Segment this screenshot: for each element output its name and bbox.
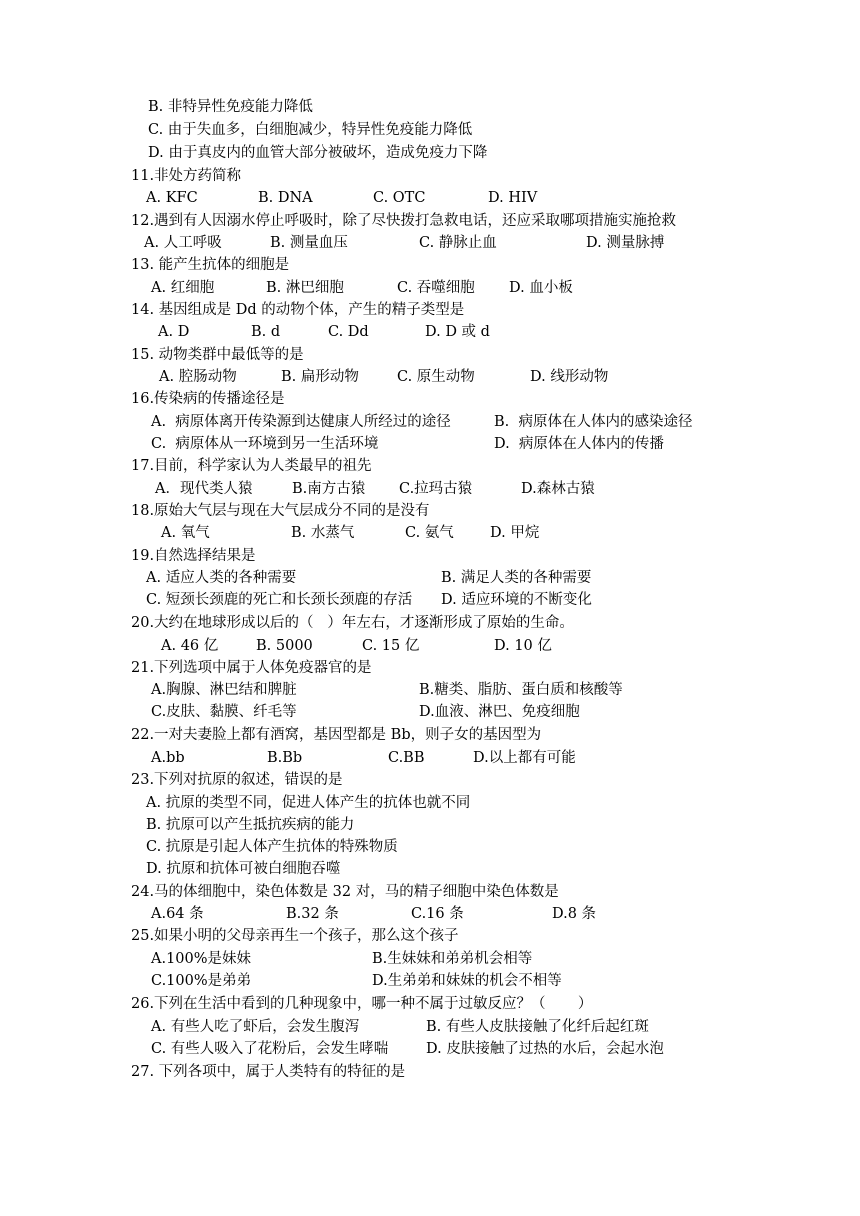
text-line: D.以上都有可能 xyxy=(473,750,576,766)
text-line: D. 抗原和抗体可被白细胞吞噬 xyxy=(146,861,341,877)
text-line: D.生弟弟和妹妹的机会不相等 xyxy=(372,973,562,989)
text-line: C. 原生动物 xyxy=(397,369,475,385)
text-line: B. DNA xyxy=(258,190,313,206)
text-line: B. 抗原可以产生抵抗疾病的能力 xyxy=(146,817,355,833)
text-line: B. 病原体在人体内的感染途径 xyxy=(494,414,693,430)
text-line: A. D xyxy=(158,324,190,340)
text-line: 13. 能产生抗体的细胞是 xyxy=(131,257,290,273)
text-line: C. 病原体从一环境到另一生活环境 xyxy=(151,436,379,452)
text-line: A.bb xyxy=(151,750,185,766)
text-line: C. Dd xyxy=(328,324,369,340)
text-line: C. OTC xyxy=(373,190,426,206)
text-line: C. 抗原是引起人体产生抗体的特殊物质 xyxy=(146,839,398,855)
text-line: B. 5000 xyxy=(256,638,313,654)
text-line: A. 病原体离开传染源到达健康人所经过的途径 xyxy=(151,414,451,430)
text-line: A. 腔肠动物 xyxy=(159,369,237,385)
text-line: 27. 下列各项中，属于人类特有的特征的是 xyxy=(131,1064,406,1080)
text-line: A.64 条 xyxy=(151,906,204,922)
text-line: A. 红细胞 xyxy=(151,280,215,296)
text-line: 17.目前，科学家认为人类最早的祖先 xyxy=(131,458,372,474)
text-line: 22.一对夫妻脸上都有酒窝，基因型都是 Bb，则子女的基因型为 xyxy=(131,727,542,743)
text-line: D. 血小板 xyxy=(509,280,573,296)
text-line: D. 由于真皮内的血管大部分被破坏，造成免疫力下降 xyxy=(148,145,488,161)
text-line: B.32 条 xyxy=(286,906,339,922)
text-line: D. 适应环境的不断变化 xyxy=(441,592,592,608)
text-line: 25.如果小明的父母亲再生一个孩子，那么这个孩子 xyxy=(131,928,459,944)
text-line: C.100%是弟弟 xyxy=(151,973,252,989)
text-line: A.胸腺、淋巴结和脾脏 xyxy=(151,682,297,698)
text-line: B. 淋巴细胞 xyxy=(266,280,344,296)
text-line: B. 非特异性免疫能力降低 xyxy=(148,99,313,115)
text-line: B.南方古猿 xyxy=(292,481,366,497)
text-line: B.Bb xyxy=(267,750,303,766)
text-line: 19.自然选择结果是 xyxy=(131,548,256,564)
text-line: D.血液、淋巴、免疫细胞 xyxy=(419,704,580,720)
text-line: 23.下列对抗原的叙述，错误的是 xyxy=(131,772,343,788)
text-line: 16.传染病的传播途径是 xyxy=(131,391,285,407)
text-line: 15. 动物类群中最低等的是 xyxy=(131,347,304,363)
text-line: C.16 条 xyxy=(411,906,464,922)
text-line: A. 抗原的类型不同，促进人体产生的抗体也就不同 xyxy=(146,795,471,811)
text-line: A. 适应人类的各种需要 xyxy=(146,570,297,586)
text-line: B. 有些人皮肤接触了化纤后起红斑 xyxy=(426,1019,649,1035)
text-line: A. 氧气 xyxy=(161,525,210,541)
text-line: D. HIV xyxy=(488,190,538,206)
text-line: B.糖类、脂肪、蛋白质和核酸等 xyxy=(419,682,623,698)
text-line: B. 测量血压 xyxy=(270,235,348,251)
text-line: 18.原始大气层与现在大气层成分不同的是没有 xyxy=(131,503,430,519)
text-line: A. 有些人吃了虾后，会发生腹泻 xyxy=(151,1019,360,1035)
text-line: C. 短颈长颈鹿的死亡和长颈长颈鹿的存活 xyxy=(146,592,413,608)
text-line: 11.非处方药简称 xyxy=(131,168,242,184)
text-line: B. d xyxy=(251,324,281,340)
text-line: C. 静脉止血 xyxy=(419,235,497,251)
text-line: C.皮肤、黏膜、纤毛等 xyxy=(151,704,297,720)
text-line: 26.下列在生活中看到的几种现象中，哪一种不属于过敏反应？（ ） xyxy=(131,996,593,1012)
text-line: C. 由于失血多，白细胞减少，特异性免疫能力降低 xyxy=(148,122,473,138)
text-line: D.森林古猿 xyxy=(521,481,595,497)
text-line: D. 皮肤接触了过热的水后，会起水泡 xyxy=(426,1041,664,1057)
text-line: A. 46 亿 xyxy=(161,638,219,654)
text-line: 21.下列选项中属于人体免疫器官的是 xyxy=(131,660,372,676)
text-line: C. 15 亿 xyxy=(362,638,420,654)
text-line: D. 10 亿 xyxy=(494,638,552,654)
text-line: B. 水蒸气 xyxy=(291,525,355,541)
text-line: C. 有些人吸入了花粉后，会发生哮喘 xyxy=(151,1041,389,1057)
text-line: D. 线形动物 xyxy=(530,369,609,385)
text-line: D. 测量脉搏 xyxy=(586,235,665,251)
text-line: B. 满足人类的各种需要 xyxy=(441,570,592,586)
text-line: A. KFC xyxy=(146,190,198,206)
text-line: 24.马的体细胞中，染色体数是 32 对，马的精子细胞中染色体数是 xyxy=(131,884,559,900)
text-line: C.BB xyxy=(388,750,425,766)
text-line: D.8 条 xyxy=(552,906,597,922)
text-line: D. D 或 d xyxy=(425,324,490,340)
text-line: C. 氨气 xyxy=(405,525,454,541)
text-line: 14. 基因组成是 Dd 的动物个体，产生的精子类型是 xyxy=(131,302,465,318)
text-line: 20.大约在地球形成以后的（ ）年左右，才逐渐形成了原始的生命。 xyxy=(131,615,574,631)
text-line: C.拉玛古猿 xyxy=(399,481,473,497)
text-line: B.生妹妹和弟弟机会相等 xyxy=(372,951,533,967)
text-line: A.100%是妹妹 xyxy=(151,951,252,967)
text-line: A. 人工呼吸 xyxy=(144,235,222,251)
text-line: A．现代类人猿 xyxy=(155,481,253,497)
text-line: 12.遇到有人因溺水停止呼吸时，除了尽快拨打急救电话，还应采取哪项措施实施抢救 xyxy=(131,213,677,229)
text-line: B. 扁形动物 xyxy=(281,369,359,385)
text-line: D. 病原体在人体内的传播 xyxy=(494,436,664,452)
text-line: C. 吞噬细胞 xyxy=(397,280,475,296)
text-line: D. 甲烷 xyxy=(490,525,540,541)
